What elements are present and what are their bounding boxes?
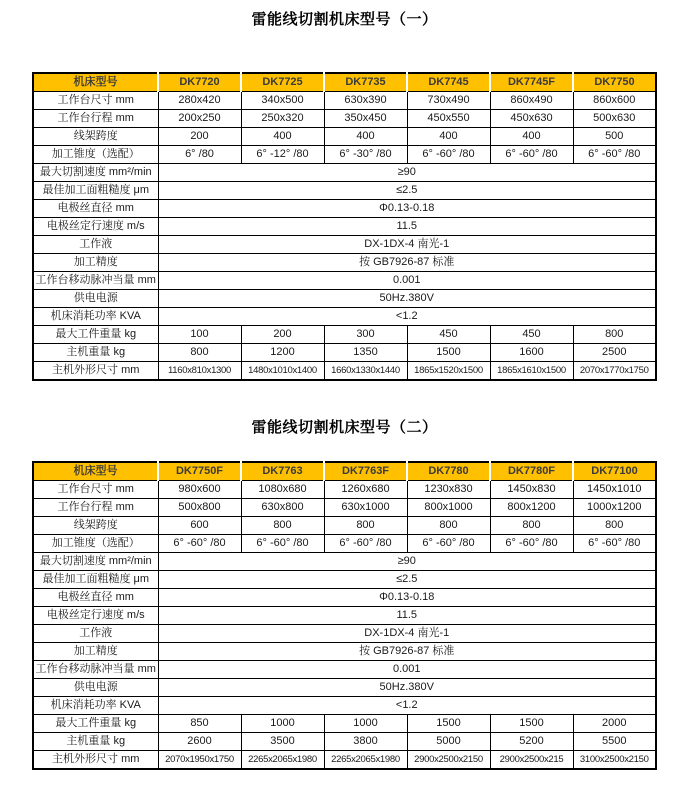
row-label-cell: 电极丝直径 mm: [33, 589, 158, 607]
value-cell: 300: [324, 326, 407, 344]
row-label-cell: 工作台尺寸 mm: [33, 481, 158, 499]
value-cell: 6° -12° /80: [241, 146, 324, 164]
value-cell: 6° -60° /80: [573, 535, 656, 553]
value-cell: 350x450: [324, 110, 407, 128]
value-cell: 630x800: [241, 499, 324, 517]
spanned-value-cell: 按 GB7926-87 标准: [158, 254, 656, 272]
model-header-cell: DK7763F: [324, 462, 407, 481]
table-row: [33, 200, 656, 218]
spanned-value-cell: <1.2: [158, 697, 656, 715]
value-cell: 860x600: [573, 92, 656, 110]
row-label-cell: 加工锥度（选配）: [33, 146, 158, 164]
row-label-cell: 加工精度: [33, 254, 158, 272]
model-header-cell: DK7735: [324, 73, 407, 92]
value-cell: 1200: [241, 344, 324, 362]
row-label-cell: 工作液: [33, 236, 158, 254]
row-label-cell: 工作液: [33, 625, 158, 643]
value-cell: 2070x1770x1750: [573, 362, 656, 381]
value-cell: 5200: [490, 733, 573, 751]
value-cell: 1160x810x1300: [158, 362, 241, 381]
value-cell: 6° -60° /80: [490, 535, 573, 553]
value-cell: 400: [241, 128, 324, 146]
value-cell: 400: [407, 128, 490, 146]
value-cell: 6° -60° /80: [407, 535, 490, 553]
row-label-cell: 主机外形尺寸 mm: [33, 362, 158, 381]
value-cell: 630x1000: [324, 499, 407, 517]
table-title-1: 雷能线切割机床型号（一）: [251, 11, 438, 28]
value-cell: 800x1000: [407, 499, 490, 517]
table-row: [33, 661, 656, 679]
value-cell: 3100x2500x2150: [573, 751, 656, 770]
value-cell: 100: [158, 326, 241, 344]
value-cell: 5500: [573, 733, 656, 751]
row-label-cell: 最大切割速度 mm²/min: [33, 553, 158, 571]
row-label-cell: 工作台移动脉冲当量 mm: [33, 661, 158, 679]
table-row: [33, 236, 656, 254]
row-label-cell: 主机重量 kg: [33, 733, 158, 751]
spanned-value-cell: ≥90: [158, 164, 656, 182]
value-cell: 730x490: [407, 92, 490, 110]
spanned-value-cell: 按 GB7926-87 标准: [158, 643, 656, 661]
model-header-cell: DK7780: [407, 462, 490, 481]
table-row: [33, 218, 656, 236]
model-header-row: [33, 73, 656, 92]
table-row: [33, 697, 656, 715]
model-header-row: [33, 462, 656, 481]
value-cell: 1660x1330x1440: [324, 362, 407, 381]
table-row: [33, 715, 656, 733]
table-row: [33, 553, 656, 571]
row-label-cell: 加工精度: [33, 643, 158, 661]
model-header-cell: DK7750F: [158, 462, 241, 481]
value-cell: 800x1200: [490, 499, 573, 517]
table-row: [33, 679, 656, 697]
row-label-cell: 线架跨度: [33, 128, 158, 146]
value-cell: 1230x830: [407, 481, 490, 499]
row-label-cell: 机床消耗功率 KVA: [33, 697, 158, 715]
row-label-cell: 最大工件重量 kg: [33, 715, 158, 733]
row-label-cell: 主机外形尺寸 mm: [33, 751, 158, 770]
row-label-cell: 工作台移动脉冲当量 mm: [33, 272, 158, 290]
table-row: [33, 146, 656, 164]
row-label-cell: 线架跨度: [33, 517, 158, 535]
row-label-cell: 供电电源: [33, 679, 158, 697]
value-cell: 3500: [241, 733, 324, 751]
value-cell: 800: [241, 517, 324, 535]
spanned-value-cell: 11.5: [158, 218, 656, 236]
value-cell: 2900x2500x2150: [407, 751, 490, 770]
value-cell: 2600: [158, 733, 241, 751]
row-label-cell: 电极丝定行速度 m/s: [33, 607, 158, 625]
value-cell: 500x800: [158, 499, 241, 517]
value-cell: 860x490: [490, 92, 573, 110]
model-header-cell: DK7750: [573, 73, 656, 92]
value-cell: 1000: [241, 715, 324, 733]
value-cell: 400: [490, 128, 573, 146]
value-cell: 400: [324, 128, 407, 146]
spec-table-1: [32, 72, 657, 381]
spanned-value-cell: ≤2.5: [158, 182, 656, 200]
value-cell: 850: [158, 715, 241, 733]
value-cell: 1000: [324, 715, 407, 733]
row-label-cell: 机床消耗功率 KVA: [33, 308, 158, 326]
value-cell: 450: [490, 326, 573, 344]
value-cell: 800: [573, 326, 656, 344]
value-cell: 6° -60° /80: [573, 146, 656, 164]
spanned-value-cell: Φ0.13-0.18: [158, 589, 656, 607]
row-label-cell: 加工锥度（选配）: [33, 535, 158, 553]
value-cell: 1865x1610x1500: [490, 362, 573, 381]
value-cell: 6° /80: [158, 146, 241, 164]
value-cell: 5000: [407, 733, 490, 751]
table-row: [33, 272, 656, 290]
row-label-cell: 最大工件重量 kg: [33, 326, 158, 344]
row-label-cell: 供电电源: [33, 290, 158, 308]
spanned-value-cell: Φ0.13-0.18: [158, 200, 656, 218]
spec-table-2: [32, 461, 657, 770]
table-row: [33, 607, 656, 625]
model-header-cell: DK7745: [407, 73, 490, 92]
table-row: [33, 517, 656, 535]
value-cell: 450x550: [407, 110, 490, 128]
table-row: [33, 110, 656, 128]
table-row: [33, 344, 656, 362]
spanned-value-cell: 11.5: [158, 607, 656, 625]
spanned-value-cell: 0.001: [158, 272, 656, 290]
value-cell: 6° -60° /80: [490, 146, 573, 164]
value-cell: 800: [324, 517, 407, 535]
value-cell: 3800: [324, 733, 407, 751]
table-row: [33, 290, 656, 308]
table-row: [33, 643, 656, 661]
table-row: [33, 481, 656, 499]
value-cell: 340x500: [241, 92, 324, 110]
value-cell: 1450x1010: [573, 481, 656, 499]
value-cell: 630x390: [324, 92, 407, 110]
value-cell: 600: [158, 517, 241, 535]
row-label-cell: 最佳加工面粗糙度 μm: [33, 571, 158, 589]
row-label-cell: 工作台行程 mm: [33, 110, 158, 128]
model-header-cell: DK7725: [241, 73, 324, 92]
value-cell: 250x320: [241, 110, 324, 128]
value-cell: 6° -30° /80: [324, 146, 407, 164]
value-cell: 800: [573, 517, 656, 535]
table-row: [33, 589, 656, 607]
value-cell: 1000x1200: [573, 499, 656, 517]
table-row: [33, 182, 656, 200]
value-cell: 1350: [324, 344, 407, 362]
spanned-value-cell: <1.2: [158, 308, 656, 326]
value-cell: 200: [158, 128, 241, 146]
corner-header-cell: 机床型号: [33, 73, 158, 92]
table-row: [33, 254, 656, 272]
value-cell: 6° -60° /80: [241, 535, 324, 553]
spanned-value-cell: 50Hz.380V: [158, 290, 656, 308]
value-cell: 6° -60° /80: [158, 535, 241, 553]
spanned-value-cell: DX-1DX-4 南光-1: [158, 236, 656, 254]
table-row: [33, 92, 656, 110]
row-label-cell: 最佳加工面粗糙度 μm: [33, 182, 158, 200]
value-cell: 2070x1950x1750: [158, 751, 241, 770]
table-row: [33, 499, 656, 517]
value-cell: 1600: [490, 344, 573, 362]
value-cell: 800: [407, 517, 490, 535]
value-cell: 1500: [490, 715, 573, 733]
table-row: [33, 362, 656, 381]
value-cell: 1260x680: [324, 481, 407, 499]
spanned-value-cell: ≤2.5: [158, 571, 656, 589]
value-cell: 280x420: [158, 92, 241, 110]
corner-header-cell: 机床型号: [33, 462, 158, 481]
value-cell: 450x630: [490, 110, 573, 128]
value-cell: 2265x2065x1980: [324, 751, 407, 770]
model-header-cell: DK7763: [241, 462, 324, 481]
value-cell: 2265x2065x1980: [241, 751, 324, 770]
spanned-value-cell: DX-1DX-4 南光-1: [158, 625, 656, 643]
value-cell: 6° -60° /80: [407, 146, 490, 164]
model-header-cell: DK7720: [158, 73, 241, 92]
value-cell: 450: [407, 326, 490, 344]
model-header-cell: DK77100: [573, 462, 656, 481]
spanned-value-cell: ≥90: [158, 553, 656, 571]
value-cell: 200: [241, 326, 324, 344]
value-cell: 500: [573, 128, 656, 146]
table-row: [33, 751, 656, 770]
value-cell: 6° -60° /80: [324, 535, 407, 553]
value-cell: 500x630: [573, 110, 656, 128]
row-label-cell: 工作台行程 mm: [33, 499, 158, 517]
table-row: [33, 733, 656, 751]
value-cell: 980x600: [158, 481, 241, 499]
row-label-cell: 最大切割速度 mm²/min: [33, 164, 158, 182]
value-cell: 2900x2500x215: [490, 751, 573, 770]
row-label-cell: 主机重量 kg: [33, 344, 158, 362]
model-header-cell: DK7745F: [490, 73, 573, 92]
table-row: [33, 308, 656, 326]
table-title-2: 雷能线切割机床型号（二）: [251, 419, 438, 436]
value-cell: 1500: [407, 344, 490, 362]
table-row: [33, 326, 656, 344]
table-row: [33, 128, 656, 146]
value-cell: 1500: [407, 715, 490, 733]
row-label-cell: 电极丝定行速度 m/s: [33, 218, 158, 236]
spanned-value-cell: 0.001: [158, 661, 656, 679]
table-block-2: [0, 418, 689, 770]
value-cell: 800: [490, 517, 573, 535]
value-cell: 2500: [573, 344, 656, 362]
value-cell: 1080x680: [241, 481, 324, 499]
table-row: [33, 535, 656, 553]
value-cell: 200x250: [158, 110, 241, 128]
row-label-cell: 工作台尺寸 mm: [33, 92, 158, 110]
spanned-value-cell: 50Hz.380V: [158, 679, 656, 697]
value-cell: 1480x1010x1400: [241, 362, 324, 381]
table-block-1: [0, 10, 689, 381]
table-row: [33, 571, 656, 589]
table-row: [33, 164, 656, 182]
model-header-cell: DK7780F: [490, 462, 573, 481]
row-label-cell: 电极丝直径 mm: [33, 200, 158, 218]
table-row: [33, 625, 656, 643]
value-cell: 2000: [573, 715, 656, 733]
value-cell: 1450x830: [490, 481, 573, 499]
value-cell: 800: [158, 344, 241, 362]
value-cell: 1865x1520x1500: [407, 362, 490, 381]
